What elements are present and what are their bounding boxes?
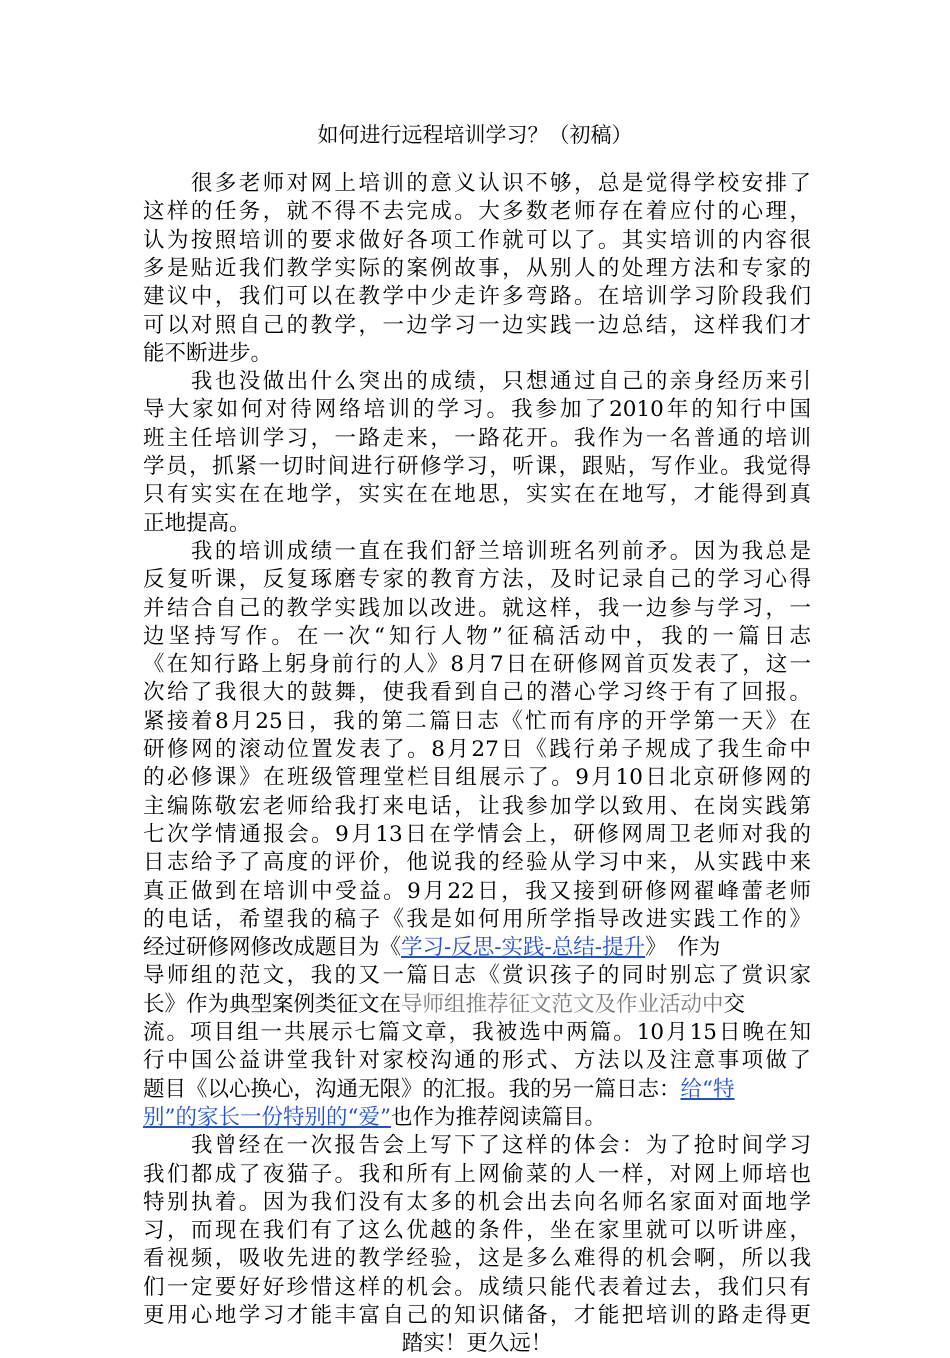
paragraph-3-line: 我的培训成绩一直在我们舒兰培训班名列前矛。因为我总是: [143, 538, 811, 564]
paragraph-3-line: 《在知行路上躬身前行的人》8月7日在研修网首页发表了，这一: [143, 652, 811, 678]
paragraph-4-line: 看视频，吸收先进的教学经验，这是多么难得的机会啊，所以我: [143, 1246, 811, 1272]
text-segment: 也作为推荐阅读篇目。: [390, 1104, 606, 1130]
paragraph-3-line: [143, 1076, 811, 1104]
text-segment: 经过研修网修改成题目为《: [143, 935, 402, 961]
paragraph-2-line: 正地提高。: [143, 510, 251, 536]
paragraph-3-line: [143, 1104, 811, 1132]
paragraph-4-line: 更用心地学习才能丰富自己的知识储备，才能把培训的路走得更: [143, 1303, 811, 1328]
article-link-1[interactable]: 学习-反思-实践-总结-提升: [401, 935, 646, 961]
paragraph-3-line: 的电话，希望我的稿子《我是如何用所学指导改进实践工作的》: [143, 906, 811, 932]
paragraph-3-line: 行中国公益讲堂我针对家校沟通的形式、方法以及注意事项做了: [143, 1048, 811, 1074]
paragraph-3-line: 研修网的滚动位置发表了。8月27日《践行弟子规成了我生命中: [143, 737, 811, 762]
paragraph-4-line: 们一定要好好珍惜这样的机会。成绩只能代表着过去，我们只有: [143, 1274, 811, 1300]
paragraph-3-line: 日志给予了高度的评价，他说我的经验从学习中来，从实践中来: [143, 850, 811, 876]
paragraph-3-line: [143, 991, 811, 1019]
paragraph-2-line: 只有实实在在地学，实实在在地思，实实在在地写，才能得到真: [143, 482, 811, 508]
paragraph-3-line: 紧接着8月25日，我的第二篇日志《忙而有序的开学第一天》在: [143, 708, 811, 734]
paragraph-1-line: 能不断进步。: [143, 340, 273, 366]
paragraph-3-line: 七次学情通报会。9月13日在学情会上，研修网周卫老师对我的: [143, 821, 811, 847]
paragraph-1-line: 这样的任务，就不得不去完成。大多数老师存在着应付的心理，: [143, 199, 811, 225]
closing-line: 踏实！更久远！: [401, 1331, 553, 1357]
paragraph-4-line: 我曾经在一次报告会上写下了这样的体会：为了抢时间学习: [143, 1133, 811, 1159]
paragraph-4-line: 我们都成了夜猫子。我和所有上网偷菜的人一样，对网上师培也: [143, 1161, 811, 1187]
text-segment: 》 作为: [645, 935, 721, 961]
paragraph-2-line: 导大家如何对待网络培训的学习。我参加了2010年的知行中国: [143, 397, 811, 423]
paragraph-1-line: 很多老师对网上培训的意义认识不够，总是觉得学校安排了: [143, 171, 811, 196]
paragraph-3-line: 边坚持写作。在一次“知行人物”征稿活动中，我的一篇日志: [143, 623, 811, 649]
paragraph-1-line: 多是贴近我们教学实际的案例故事，从别人的处理方法和专家的: [143, 255, 811, 281]
paragraph-3-line: 真正做到在培训中受益。9月22日，我又接到研修网翟峰蕾老师: [143, 878, 811, 904]
paragraph-3-line: 并结合自己的教学实践加以改进。就这样，我一边参与学习，一: [143, 595, 811, 621]
text-segment: 交: [723, 991, 746, 1017]
paragraph-4-line: 习，而现在我们有了这么优越的条件，坐在家里就可以听讲座，: [143, 1218, 811, 1244]
article-link-2[interactable]: 给“特: [680, 1076, 735, 1102]
paragraph-4-line: 特别执着。因为我们没有太多的机会出去向名师名家面对面地学: [143, 1189, 811, 1215]
paragraph-1-line: 建议中，我们可以在教学中少走许多弯路。在培训学习阶段我们: [143, 284, 811, 310]
paragraph-3-line: 的必修课》在班级管理堂栏目组展示了。9月10日北京研修网的: [143, 765, 811, 791]
paragraph-3-line: [143, 934, 811, 962]
paragraph-1-line: 认为按照培训的要求做好各项工作就可以了。其实培训的内容很: [143, 227, 811, 253]
page-title: 如何进行远程培训学习？（初稿）: [317, 123, 633, 147]
paragraph-3-line: 流。项目组一共展示七篇文章，我被选中两篇。10月15日晚在知: [143, 1020, 811, 1045]
article-link-2-continued[interactable]: 别”的家长一份特别的“爱”: [143, 1104, 391, 1130]
gray-reference-text: 导师组推荐征文范文及作业活动中: [401, 991, 724, 1017]
paragraph-3-line: 主编陈敬宏老师给我打来电话，让我参加学以致用、在岗实践第: [143, 793, 811, 819]
paragraph-2-line: 学员，抓紧一切时间进行研修学习，听课，跟贴，写作业。我觉得: [143, 454, 811, 479]
paragraph-2-line: 我也没做出什么突出的成绩，只想通过自己的亲身经历来引: [143, 369, 811, 395]
paragraph-3-line: 次给了我很大的鼓舞，使我看到自己的潜心学习终于有了回报。: [143, 680, 811, 706]
paragraph-3-line: 导师组的范文，我的又一篇日志《赏识孩子的同时别忘了赏识家: [143, 963, 811, 989]
text-segment: 题目《以心换心，沟通无限》的汇报。我的另一篇日志：: [143, 1076, 681, 1102]
paragraph-3-line: 反复听课，反复琢磨专家的教育方法，及时记录自己的学习心得: [143, 567, 811, 593]
paragraph-2-line: 班主任培训学习，一路走来，一路花开。我作为一名普通的培训: [143, 425, 811, 451]
text-segment: 长》作为典型案例类征文在: [143, 991, 402, 1017]
paragraph-1-line: 可以对照自己的教学，一边学习一边实践一边总结，这样我们才: [143, 312, 811, 338]
